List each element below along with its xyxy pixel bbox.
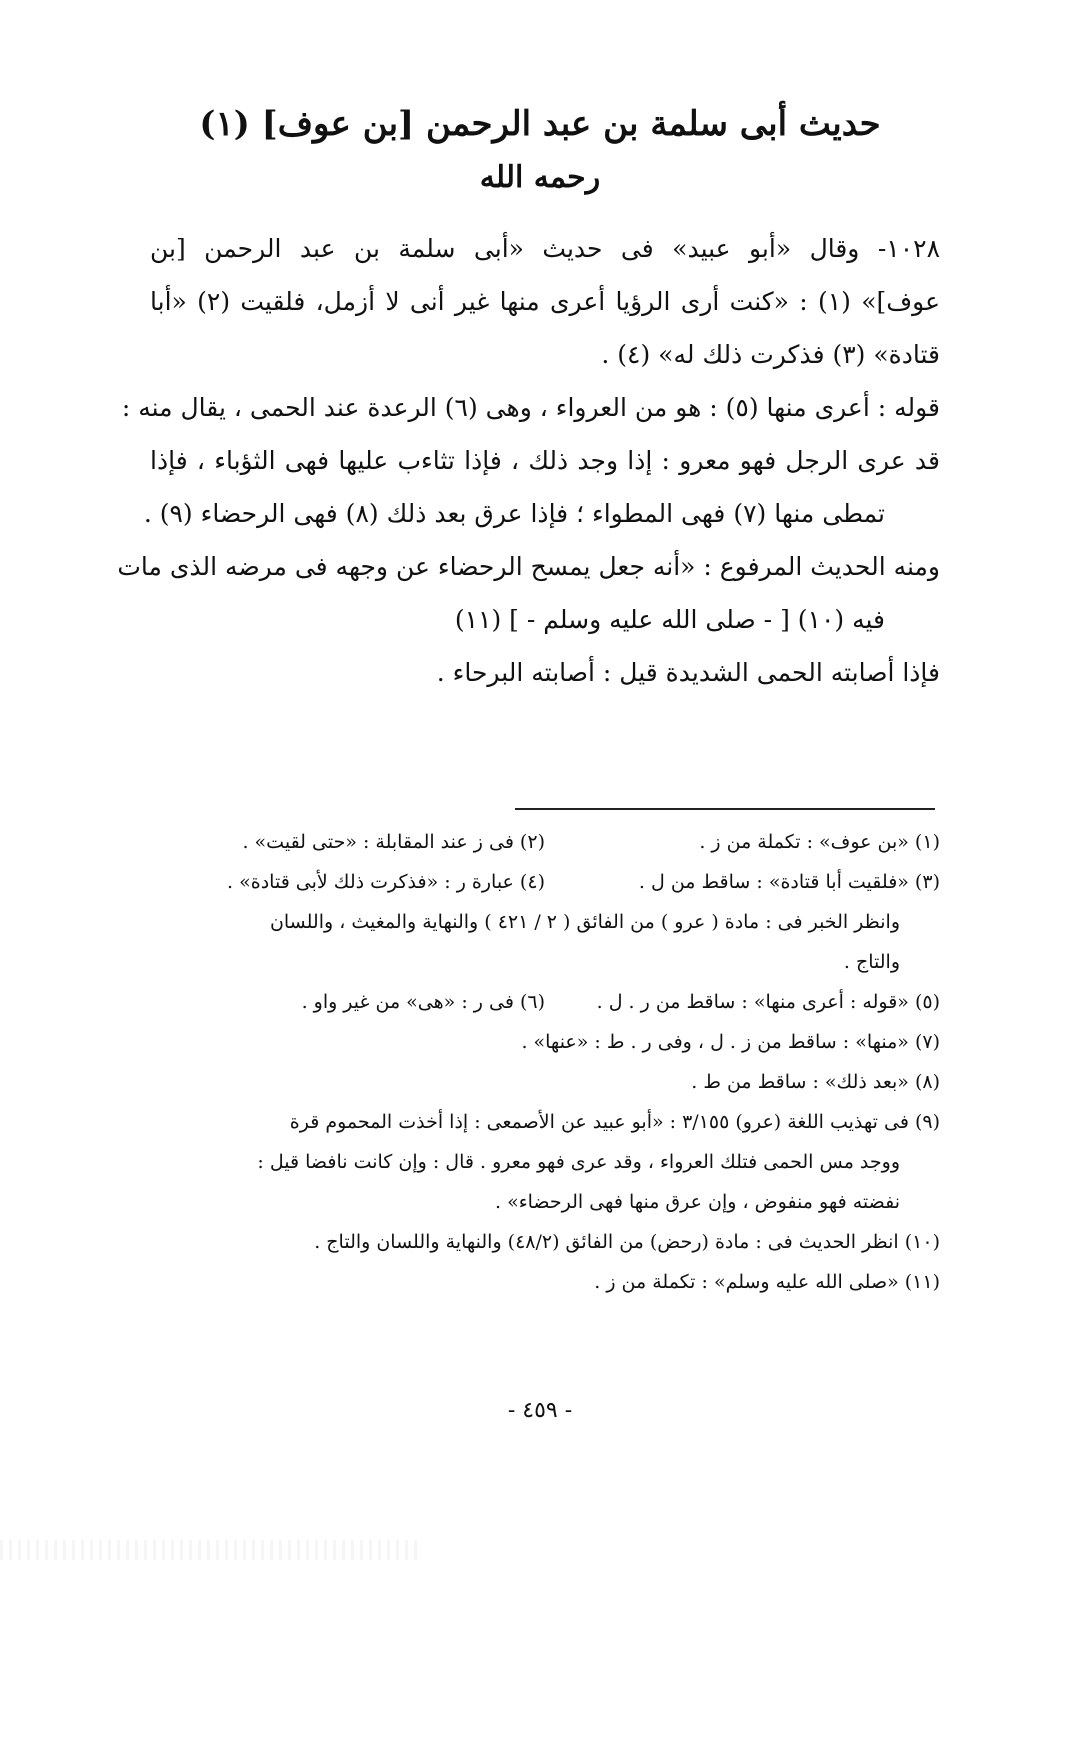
footnote: (١٠) انظر الحديث فى : مادة (رحض) من الفائق (٤٨/٢) والنهاية واللسان والتاج .: [314, 1231, 940, 1253]
text-line: قوله : أعرى منها (٥) : هو من العرواء ، وهى (٦) الرعدة عند الحمى ، يقال منه :: [121, 393, 940, 422]
footnote-row: [150, 862, 940, 902]
footnote: (١) «بن عوف» : تكملة من ز .: [699, 831, 940, 853]
footnote-separator: [515, 808, 935, 810]
footnote: (٣) «فلقيت أبا قتادة» : ساقط من ل .: [638, 871, 940, 893]
footnote: (٦) فى ر : «هى» من غير واو .: [301, 991, 545, 1013]
footnote-row: [150, 1182, 940, 1222]
footnote: (٢) فى ز عند المقابلة : «حتى لقيت» .: [242, 831, 545, 853]
footnote-row: [150, 1102, 940, 1142]
text-line: قد عرى الرجل فهو معرو : إذا وجد ذلك ، فإذا تثاءب عليها فهى الثؤباء ، فإذا: [150, 446, 940, 475]
footnote-row: [150, 1142, 940, 1182]
footnote-row: [150, 902, 940, 942]
text-line: فيه (١٠) [ - صلى الله عليه وسلم - ] (١١): [454, 605, 885, 634]
footnote: (٨) «بعد ذلك» : ساقط من ط .: [691, 1071, 940, 1093]
text-line: تمطى منها (٧) فهى المطواء ؛ فإذا عرق بعد ذلك (٨) فهى الرحضاء (٩) .: [143, 499, 885, 528]
chapter-title: حديث أبى سلمة بن عبد الرحمن [بن عوف] (١): [199, 104, 881, 144]
footnote-continuation: وانظر الخبر فى : مادة ( عرو ) من الفائق ( ٢ / ٤٢١ ) والنهاية والمغيث ، واللسان: [269, 911, 900, 933]
footnote: (٤) عبارة ر : «فذكرت ذلك لأبى قتادة» .: [227, 871, 545, 893]
footnote-continuation: نفضته فهو منفوض ، وإن عرق منها فهى الرحضاء» .: [494, 1191, 900, 1213]
text-line: قتادة» (٣) فذكرت ذلك له» (٤) .: [601, 340, 940, 369]
text-line: عوف]» (١) : «كنت أرى الرؤيا أعرى منها غير أنى لا أزمل، فلقيت (٢) «أبا: [150, 287, 940, 316]
footnote: (٥) «قوله : أعرى منها» : ساقط من ر . ل .: [596, 991, 940, 1013]
footnote-row: [150, 942, 940, 982]
chapter-subtitle: رحمه الله: [479, 160, 601, 195]
footnote: (٧) «منها» : ساقط من ز . ل ، وفى ر . ط : «عنها» .: [521, 1031, 940, 1053]
footnote-row: [150, 822, 940, 862]
page-number: - ٤٥٩ -: [507, 1398, 573, 1423]
footnote-row: [150, 1222, 940, 1262]
footnote-row: [150, 1062, 940, 1102]
footnotes: [150, 822, 940, 1302]
footnote: (٩) فى تهذيب اللغة (عرو) ٣/١٥٥ : «أبو عبيد عن الأصمعى : إذا أخذت المحموم قرة: [289, 1111, 940, 1133]
footnote-row: [150, 1022, 940, 1062]
footnote-continuation: والتاج .: [843, 951, 900, 973]
main-text: [117, 222, 940, 699]
text-line: ومنه الحديث المرفوع : «أنه جعل يمسح الرحضاء عن وجهه فى مرضه الذى مات: [117, 552, 940, 581]
scan-noise: [0, 1540, 420, 1560]
footnote: (١١) «صلى الله عليه وسلم» : تكملة من ز .: [594, 1271, 940, 1293]
footnote-continuation: ووجد مس الحمى فتلك العرواء ، وقد عرى فهو معرو . قال : وإن كانت نافضا قيل :: [257, 1151, 900, 1173]
footnote-row: [150, 982, 940, 1022]
text-line: فإذا أصابته الحمى الشديدة قيل : أصابته البرحاء .: [436, 658, 940, 687]
footnote-row: [150, 1262, 940, 1302]
text-line: ١٠٢٨- وقال «أبو عبيد» فى حديث «أبى سلمة بن عبد الرحمن [بن: [150, 234, 940, 263]
